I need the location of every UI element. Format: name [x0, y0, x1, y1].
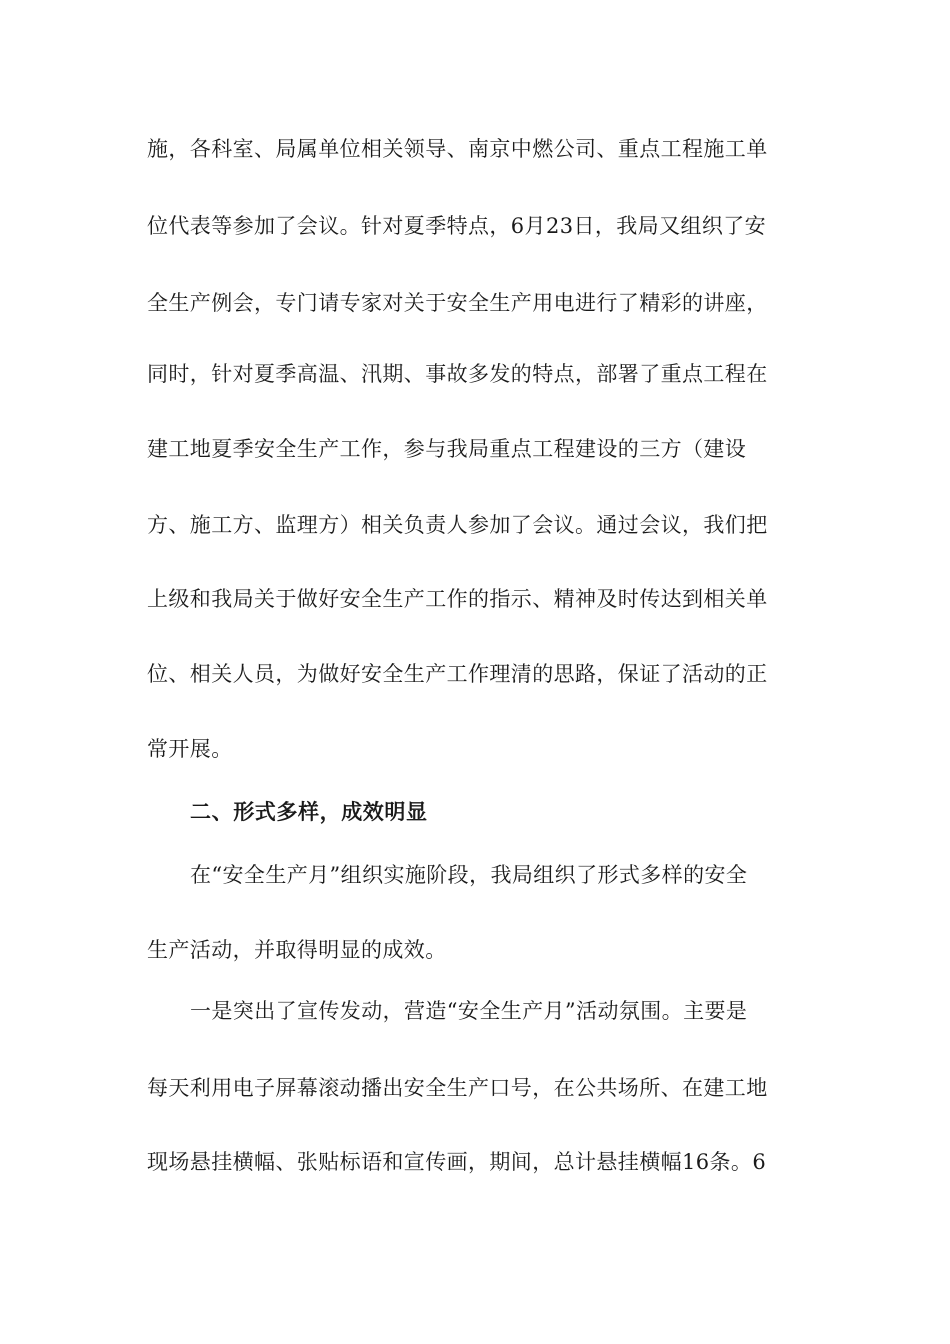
- paragraph-line: 方、施工方、监理方）相关负责人参加了会议。通过会议，我们把: [147, 513, 768, 537]
- paragraph-line: 在“安全生产月”组织实施阶段，我局组织了形式多样的安全: [190, 863, 748, 887]
- paragraph-line: 上级和我局关于做好安全生产工作的指示、精神及时传达到相关单: [147, 587, 768, 611]
- paragraph-line: 常开展。: [147, 737, 233, 761]
- section-heading: 二、形式多样，成效明显: [190, 800, 428, 824]
- paragraph-line: 位代表等参加了会议。针对夏季特点，6月23日，我局又组织了安: [147, 214, 767, 238]
- paragraph-line: 全生产例会，专门请专家对关于安全生产用电进行了精彩的讲座，: [147, 291, 768, 315]
- paragraph-line: 现场悬挂横幅、张贴标语和宣传画，期间，总计悬挂横幅16条。6: [147, 1150, 767, 1174]
- paragraph-line: 每天利用电子屏幕滚动播出安全生产口号，在公共场所、在建工地: [147, 1076, 768, 1100]
- paragraph-line: 建工地夏季安全生产工作，参与我局重点工程建设的三方（建设: [147, 437, 747, 461]
- paragraph-line: 施，各科室、局属单位相关领导、南京中燃公司、重点工程施工单: [147, 137, 768, 161]
- paragraph-line: 位、相关人员，为做好安全生产工作理清的思路，保证了活动的正: [147, 662, 768, 686]
- paragraph-line: 一是突出了宣传发动，营造“安全生产月”活动氛围。主要是: [190, 999, 748, 1023]
- paragraph-line: 同时，针对夏季高温、汛期、事故多发的特点，部署了重点工程在: [147, 362, 768, 386]
- paragraph-line: 生产活动，并取得明显的成效。: [147, 938, 447, 962]
